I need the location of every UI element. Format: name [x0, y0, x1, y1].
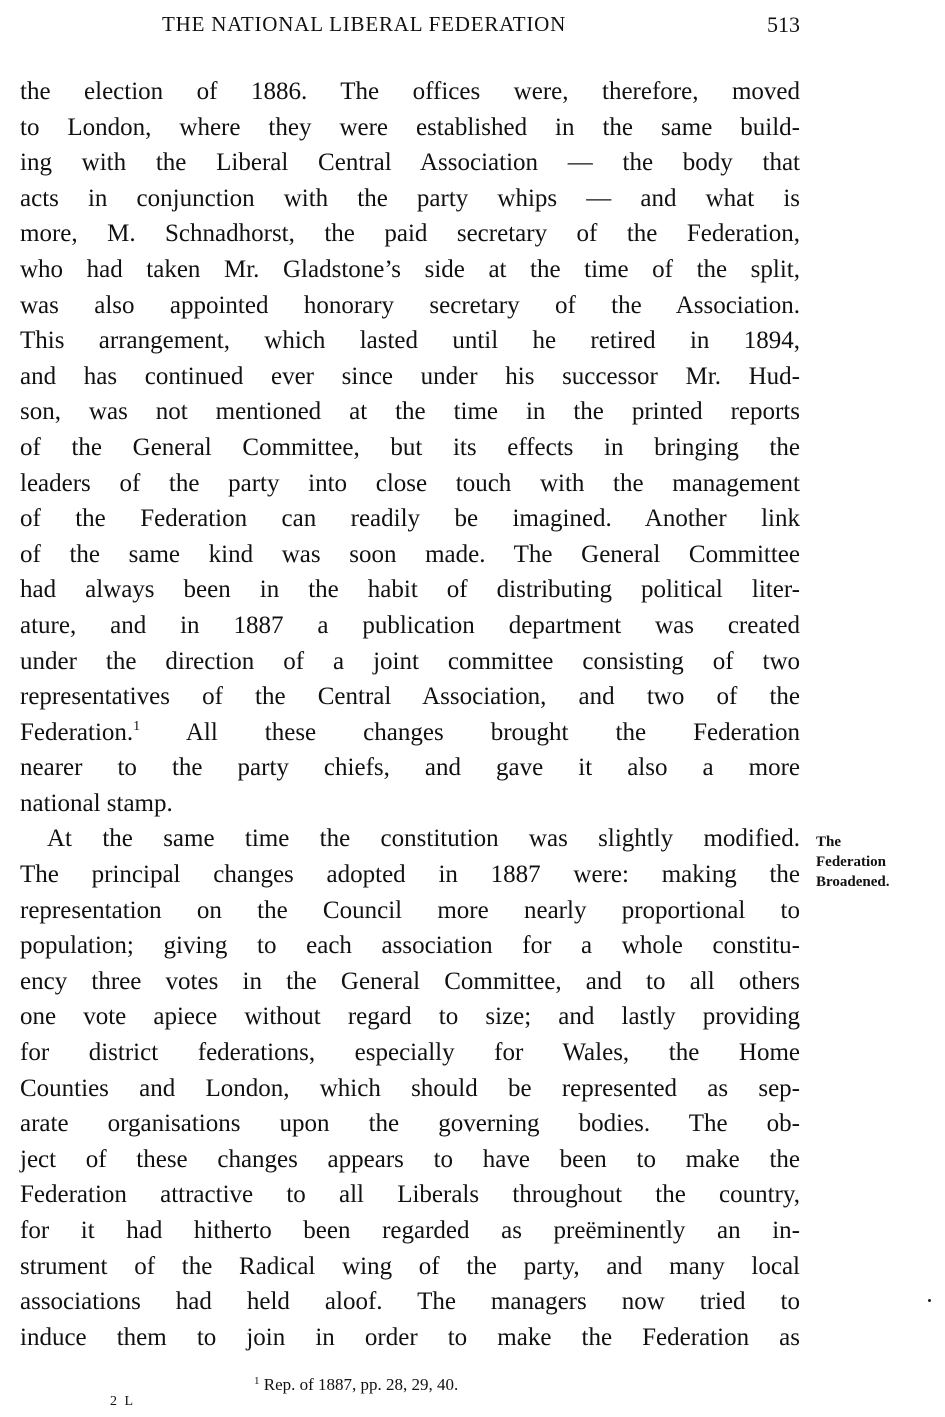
- text-line: more, M. Schnadhorst, the paid secretary of the Federation,: [20, 220, 800, 248]
- text-line: strument of the Radical wing of the party, and many local: [20, 1252, 800, 1280]
- body-text: [20, 74, 800, 1355]
- text-line: was also appointed honorary secretary of the Association.: [20, 291, 800, 319]
- text-line: son, was not mentioned at the time in the printed reports: [20, 398, 800, 426]
- footnote: [254, 1375, 458, 1395]
- text-line: ing with the Liberal Central Association — the body that: [20, 149, 800, 177]
- footnote-text: Rep. of 1887, pp. 28, 29, 40.: [259, 1375, 459, 1394]
- text-line: This arrangement, which lasted until he retired in 1894,: [20, 327, 800, 355]
- text-line: for it had hitherto been regarded as preëminently an in-: [20, 1217, 800, 1244]
- text-line: nearer to the party chiefs, and gave it also a more: [20, 754, 800, 782]
- text-line: induce them to join in order to make the Federation as: [20, 1323, 800, 1351]
- text-line: acts in conjunction with the party whips — and what is: [20, 184, 800, 212]
- page-number: 513: [767, 12, 800, 37]
- paragraph-2: [20, 821, 800, 1355]
- text-line: of the Federation can readily be imagined. Another link: [20, 505, 800, 533]
- text-line: Counties and London, which should be represented as sep-: [20, 1074, 800, 1102]
- text-line: leaders of the party into close touch with the management: [20, 469, 800, 497]
- signature-mark: 2 L: [110, 1394, 136, 1409]
- text-line: national stamp.: [20, 789, 173, 817]
- text-line: The principal changes adopted in 1887 were: making the: [20, 861, 800, 889]
- running-title: THE NATIONAL LIBERAL FEDERATION: [162, 12, 567, 36]
- text-line: ency three votes in the General Committee, and to all others: [20, 967, 800, 995]
- text-line: representatives of the Central Association, and two of the: [20, 683, 800, 711]
- text-line: had always been in the habit of distributing political liter-: [20, 576, 800, 604]
- text-line-with-footnote-ref: [20, 715, 800, 751]
- running-head: [20, 12, 800, 40]
- text-line: who had taken Mr. Gladstone’s side at the time of the split,: [20, 255, 800, 283]
- text-line: for district federations, especially for Wales, the Home: [20, 1039, 800, 1067]
- text-line: representation on the Council more nearly proportional to: [20, 896, 800, 924]
- ink-speck: [928, 1299, 931, 1302]
- margin-note-line: Federation: [816, 854, 886, 870]
- text-line: ject of these changes appears to have been to make the: [20, 1145, 800, 1173]
- margin-note: [816, 832, 936, 892]
- text-line: of the same kind was soon made. The General Committee: [20, 540, 800, 568]
- margin-note-line: The: [816, 834, 842, 850]
- paragraph-1: [20, 74, 800, 821]
- text-fragment: All these changes brought the Federation: [140, 718, 800, 746]
- text-line: of the General Committee, but its effects in bringing the: [20, 433, 800, 461]
- footnote-reference: 1: [133, 718, 141, 734]
- text-line: Federation attractive to all Liberals throughout the country,: [20, 1181, 800, 1209]
- text-line: arate organisations upon the governing bodies. The ob-: [20, 1110, 800, 1138]
- text-line: the election of 1886. The offices were, therefore, moved: [20, 78, 800, 105]
- text-line: one vote apiece without regard to size; and lastly providing: [20, 1003, 800, 1031]
- text-line: population; giving to each association for a whole constitu-: [20, 932, 800, 960]
- footnote-marker: 1: [254, 1375, 260, 1387]
- text-line: At the same time the constitution was slightly modified.: [47, 825, 800, 853]
- text-line: under the direction of a joint committee consisting of two: [20, 647, 800, 675]
- text-line: and has continued ever since under his successor Mr. Hud-: [20, 362, 800, 390]
- text-line: associations had held aloof. The managers now tried to: [20, 1288, 800, 1316]
- text-line: ature, and in 1887 a publication department was created: [20, 611, 800, 639]
- text-fragment: Federation.: [20, 718, 134, 746]
- margin-note-line: Broadened.: [816, 874, 890, 890]
- text-line: to London, where they were established in the same build-: [20, 113, 800, 141]
